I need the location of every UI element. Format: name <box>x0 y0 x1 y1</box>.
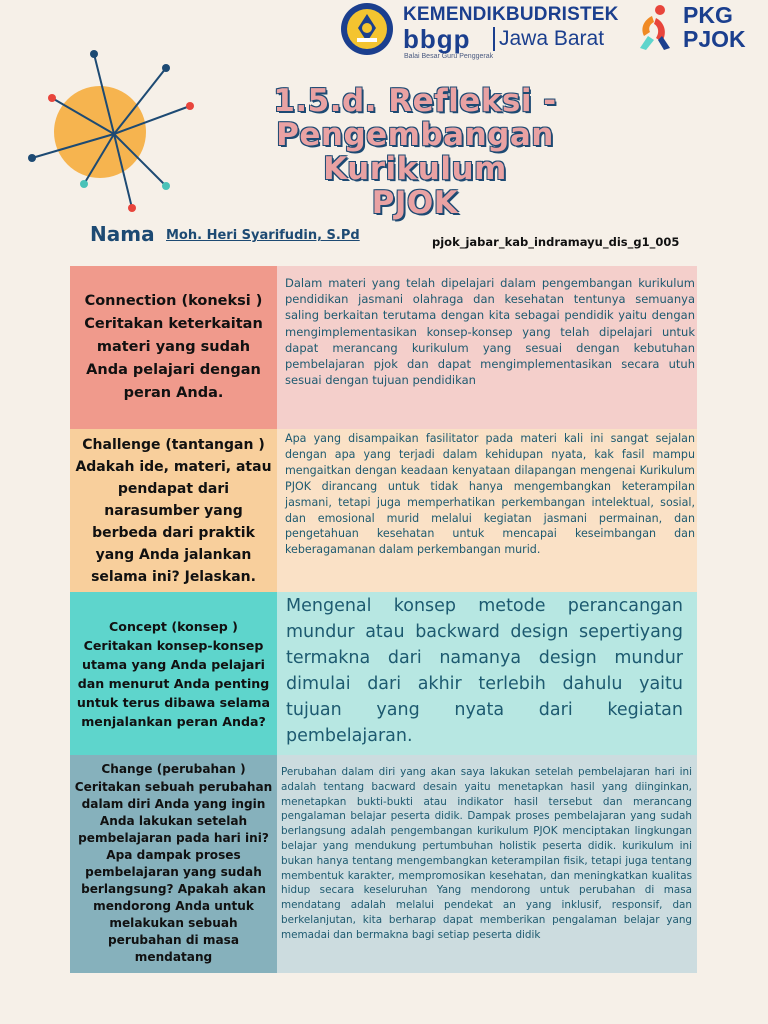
change-question: Ceritakan sebuah perubahan dalam diri Anda yang ingin Anda lakukan setelah pembelajaran pada hari ini? Apa dampak proses pembelajaran yang sudah berlangsung? Apakah akan mendorong Anda untuk melakukan sebuah perubahan di masa mendatang <box>74 779 273 965</box>
challenge-question-cell <box>70 429 277 592</box>
concept-answer: Mengenal konsep metode perancangan mundur atau backward design sepertiyang termakna dari namanya design mundur dimulai dari akhir terlebih dahulu yaitu tujuan yang nyata dari kegiatan pembelajaran. <box>277 592 697 755</box>
concept-question: Ceritakan konsep-konsep utama yang Anda pelajari dan menurut Anda penting untuk terus dibawa selama menjalankan peran Anda? <box>76 637 271 729</box>
participant-code: pjok_jabar_kab_indramayu_dis_g1_005 <box>432 235 680 249</box>
change-heading: Change (perubahan ) <box>101 762 246 777</box>
name-value: Moh. Heri Syarifudin, S.Pd <box>166 228 360 243</box>
connection-question: Ceritakan keterkaitan materi yang sudah Anda pelajari dengan peran Anda. <box>84 316 263 401</box>
challenge-question: Adakah ide, materi, atau pendapat dari narasumber yang berbeda dari praktik yang Anda jalankan selama ini? Jelaskan. <box>75 458 272 585</box>
org-subtitle: Balai Besar Guru Penggerak <box>404 53 494 60</box>
title-line-1: 1.5.d. Refleksi - <box>273 83 557 119</box>
challenge-answer: Apa yang disampaikan fasilitator pada materi kali ini sangat sejalan dengan apa yang terjadi dalam kehidupan nyata, kak fasil mampu mengaitkan dengan keadaan kenyataan dilapangan mengenai Kurikulum PJOK dirancang untuk tidak hanya mengembangkan keterampilan jasmani, tetapi juga memperhatikan perkembangan intelektual, sosial, dan emosional murid melalui kegiatan jasmani permainan, dan pengetahuan kesehatan untuk mencapai keseimbangan dan keberagamanan dalam perkembangan murid. <box>277 429 697 592</box>
connection-heading: Connection (koneksi ) <box>84 293 263 309</box>
concept-row <box>70 592 697 755</box>
title-line-2: Pengembangan Kurikulum <box>276 117 554 187</box>
change-answer: Perubahan dalam diri yang akan saya lakukan setelah pembelajaran hari ini adalah tentang bacward desain yaitu menetapkan hasil yang diinginkan, menetapkan bukti-bukti atau indikator hasil tersebut dan merancang pengalaman belajar peserta didik. Dampak proses pembelajaran yang sudah berlangsung adalah pengembangan kurikulum PJOK menciptakan lingkungan belajar yang mendukung pertumbuhan holistik peserta didik. kurikulum ini bukan hanya tentang mengembangkan keterampilan fisik, tetapi juga tentang membentuk karakter, mempromosikan kesehatan, dan meningkatkan kualitas hidup secara keseluruhan Yang mendorong untuk perubahan di masa mendatang adalah melalui pendekat an yang inklusif, responsif, dan berkelanjutan, kita berharap dapat memberikan pengalaman belajar yang memadai dan bermakna bagi setiap peserta didik <box>277 755 697 973</box>
concept-question-cell <box>70 592 277 755</box>
change-row <box>70 755 697 973</box>
pkg-pjok-logo <box>683 3 746 51</box>
connection-answer: Dalam materi yang telah dipelajari dalam pengembangan kurikulum pendidikan jasmani olahraga dan kesehatan tentunya semuanya saling berkaitan terutama dengan kita sebagai pendidik yaitu dengan mengimplementasikan konsep-konsep yang telah dipelajari untuk dapat merancang kurikulum yang sesuai dengan kebutuhan pembelajaran pjok dan dapat mengimplementasikan secara utuh sesuai dengan tujuan pendidikan <box>277 266 697 429</box>
org-region: Jawa Barat <box>493 27 604 51</box>
connection-row <box>70 266 697 429</box>
org-title: KEMENDIKBUDRISTEK <box>403 4 619 25</box>
concept-heading: Concept (konsep ) <box>109 618 238 634</box>
pkg-text-line2: PJOK <box>683 26 746 52</box>
page-title <box>180 84 650 220</box>
pkg-text-line1: PKG <box>683 2 733 28</box>
connection-question-cell <box>70 266 277 429</box>
change-question-cell <box>70 755 277 973</box>
challenge-row <box>70 429 697 592</box>
pkg-athlete-icon <box>630 2 678 52</box>
name-label: Nama <box>90 222 155 246</box>
tut-wuri-handayani-emblem-icon <box>340 2 394 56</box>
org-bbgp-logo: bbgp <box>403 24 471 54</box>
title-line-3: PJOK <box>371 185 459 221</box>
challenge-heading: Challenge (tantangan ) <box>82 436 265 453</box>
